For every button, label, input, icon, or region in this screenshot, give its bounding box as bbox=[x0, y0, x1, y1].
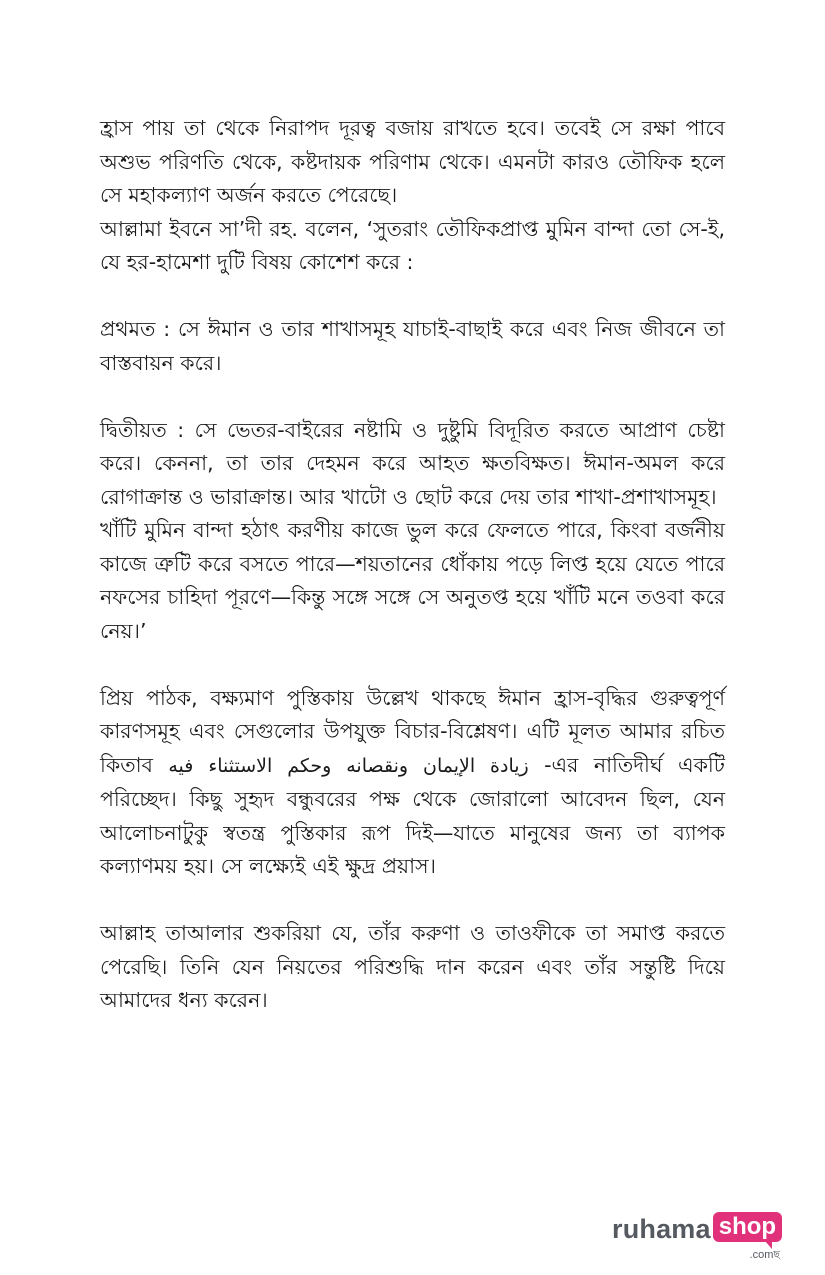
paragraph-gap bbox=[100, 380, 725, 414]
ruhamashop-logo bbox=[612, 1212, 782, 1261]
paragraph-4: দ্বিতীয়ত : সে ভেতর-বাইরের নষ্টামি ও দুষ্টুমি বিদূরিত করতে আপ্রাণ চেষ্টা করে। কেননা, তা তার দেহমন করে আহত ক্ষতবিক্ষত। ঈমান-অমল করে রোগাক্রান্ত ও ভারাক্রান্ত। আর খাটো ও ছোট করে দেয় তার শাখা-প্রশাখাসমূহ। bbox=[100, 417, 725, 509]
page-body bbox=[100, 112, 725, 1018]
paragraph-6-end: -এর নাতিদীর্ঘ একটি পরিচ্ছেদ। কিছু সুহৃদ বন্ধুবরের পক্ষ থেকে জোরালো আবেদন ছিল, যেন আলোচনাটুকু স্বতন্ত্র পুস্তিকার রূপ দিই—যাতে মানুষের জন্য তা ব্যাপক কল্যাণময় হয়। সে লক্ষ্যেই এই ক্ষুদ্র প্রয়াস। bbox=[100, 752, 725, 878]
logo-domain-text: .comছ bbox=[749, 1249, 781, 1261]
paragraph-3: প্রথমত : সে ঈমান ও তার শাখাসমূহ যাচাই-বাছাই করে এবং নিজ জীবনে তা বাস্তবায়ন করে। bbox=[100, 317, 725, 375]
arabic-book-title: زيادة الإيمان ونقصانه وحكم الاستثناء فيه bbox=[168, 754, 529, 777]
paragraph-5: খাঁটি মুমিন বান্দা হঠাৎ করণীয় কাজে ভুল করে ফেলতে পারে, কিংবা বর্জনীয় কাজে ত্রুটি করে বসতে পারে—শয়তানের ধোঁকায় পড়ে লিপ্ত হয়ে যেতে পারে নফসের চাহিদা পূরণে—কিন্তু সঙ্গে সঙ্গে সে অনুতপ্ত হয়ে খাঁটি মনে তওবা করে নেয়।’ bbox=[100, 518, 725, 643]
paragraph-gap bbox=[100, 884, 725, 918]
paragraph-7: আল্লাহ তাআলার শুকরিয়া যে, তাঁর করুণা ও তাওফীকে তা সমাপ্ত করতে পেরেছি। তিনি যেন নিয়তের পরিশুদ্ধি দান করেন এবং তাঁর সন্তুষ্টি দিয়ে আমাদের ধন্য করেন। bbox=[100, 921, 725, 1012]
paragraph-2: আল্লামা ইবনে সা’দী রহ. বলেন, ‘সুতরাং তৌফিকপ্রাপ্ত মুমিন বান্দা তো সে-ই, যে হর-হামেশা দুটি বিষয় কোশেশ করে : bbox=[100, 216, 725, 274]
paragraph-1: হ্রাস পায় তা থেকে নিরাপদ দূরত্ব বজায় রাখতে হবে। তবেই সে রক্ষা পাবে অশুভ পরিণতি থেকে, কষ্টদায়ক পরিণাম থেকে। এমনটা কারও তৌফিক হলে সে মহাকল্যাণ অর্জন করতে পেরেছে। bbox=[100, 116, 725, 207]
logo-badge-text: shop bbox=[713, 1212, 782, 1242]
paragraph-gap bbox=[100, 648, 725, 682]
paragraph-6 bbox=[100, 682, 725, 884]
logo-badge bbox=[713, 1212, 782, 1261]
paragraph-gap bbox=[100, 280, 725, 314]
logo-brand-text: ruhama bbox=[612, 1214, 711, 1244]
paragraph-6-start: প্রিয় পাঠক, বক্ষ্যমাণ পুস্তিকায় উল্লেখ থাকছে ঈমান হ্রাস-বৃদ্ধির গুরুত্বপূর্ণ কারণসমূহ এবং সেগুলোর উপযুক্ত বিচার-বিশ্লেষণ। এটি মূলত আমার রচিত কিতাব bbox=[100, 685, 725, 777]
